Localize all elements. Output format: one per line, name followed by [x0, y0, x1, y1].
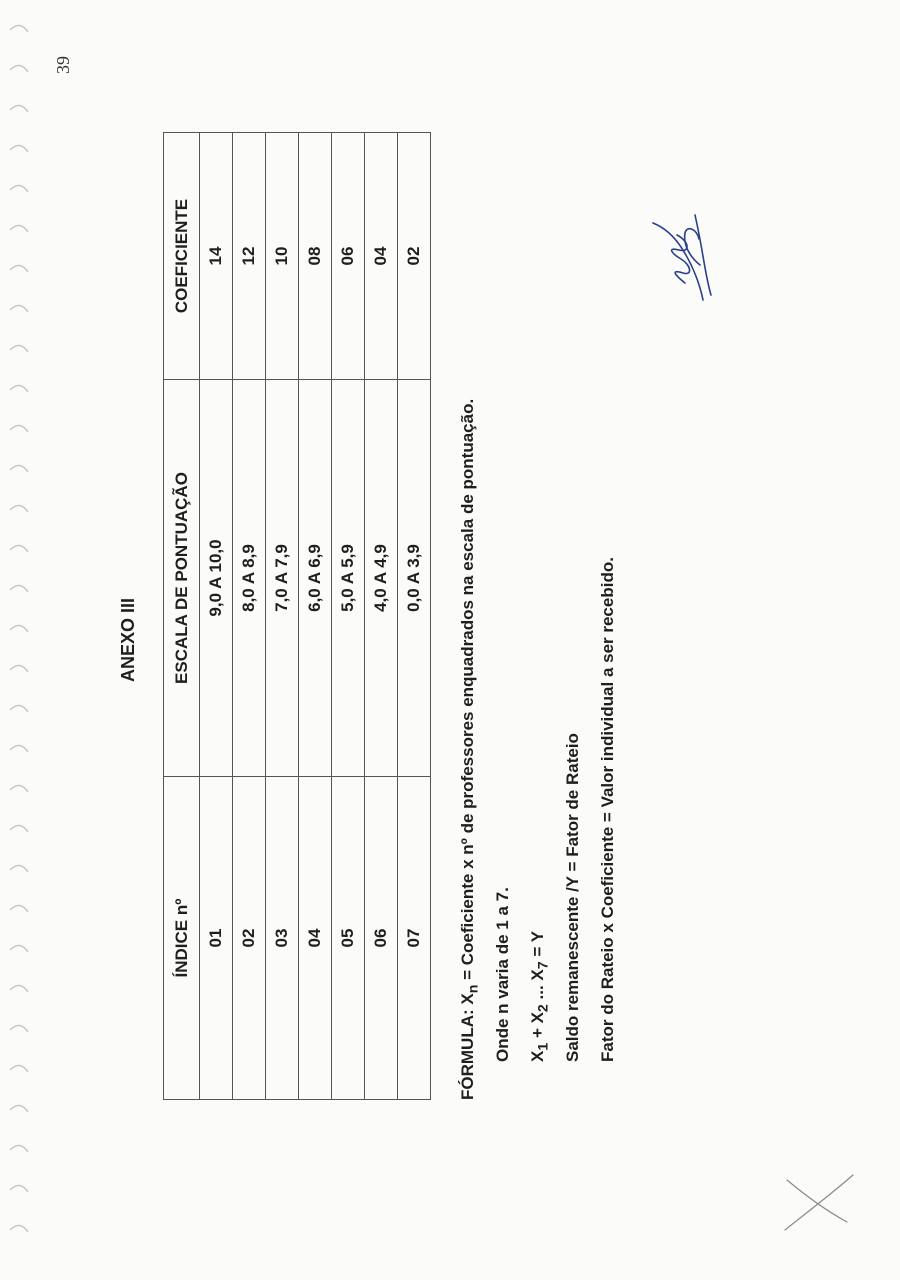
handwritten-signature	[645, 210, 720, 305]
cell-coefficient: 06	[332, 133, 365, 380]
cell-coefficient: 02	[398, 133, 431, 380]
header-coefficient: COEFICIENTE	[164, 133, 200, 380]
pencil-mark	[775, 1165, 860, 1240]
cell-coefficient: 08	[299, 133, 332, 380]
table-row	[332, 133, 365, 1100]
cell-scale: 4,0 A 4,9	[365, 380, 398, 777]
cell-scale: 0,0 A 3,9	[398, 380, 431, 777]
formula-individual-value: Fator do Rateio x Coeficiente = Valor individual a ser recebido.	[598, 557, 617, 1062]
formula-block	[458, 399, 633, 1100]
table-row	[266, 133, 299, 1100]
cell-scale: 9,0 A 10,0	[200, 380, 233, 777]
cell-index: 04	[299, 777, 332, 1100]
annex-title: ANEXO III	[118, 598, 138, 683]
header-index: ÍNDICE nº	[164, 777, 200, 1100]
cell-index: 05	[332, 777, 365, 1100]
formula-sum: $X_1 + X_2$ ... $X_7 = Y$	[528, 930, 552, 1062]
formula-remainder: Saldo remanescente /Y = Fator de Rateio	[563, 733, 582, 1062]
table-row	[233, 133, 266, 1100]
cell-coefficient: 14	[200, 133, 233, 380]
cell-scale: 7,0 A 7,9	[266, 380, 299, 777]
table-header-row	[164, 133, 200, 1100]
cell-scale: 8,0 A 8,9	[233, 380, 266, 777]
cell-coefficient: 12	[233, 133, 266, 380]
table-row	[398, 133, 431, 1100]
header-scale: ESCALA DE PONTUAÇÃO	[164, 380, 200, 777]
cell-coefficient: 10	[266, 133, 299, 380]
cell-index: 06	[365, 777, 398, 1100]
page-number: 39	[52, 56, 73, 74]
formula-line: FÓRMULA: $X_n$ = Coeficiente x nº de professores enquadrados na escala de pontuação.	[458, 398, 482, 1100]
table-row	[200, 133, 233, 1100]
formula-note: Onde n varia de 1 a 7.	[493, 887, 512, 1062]
score-table	[163, 132, 431, 1100]
cell-scale: 6,0 A 6,9	[299, 380, 332, 777]
cell-coefficient: 04	[365, 133, 398, 380]
cell-index: 07	[398, 777, 431, 1100]
cell-index: 01	[200, 777, 233, 1100]
table-row	[299, 133, 332, 1100]
table-row	[365, 133, 398, 1100]
cell-index: 02	[233, 777, 266, 1100]
cell-scale: 5,0 A 5,9	[332, 380, 365, 777]
cell-index: 03	[266, 777, 299, 1100]
